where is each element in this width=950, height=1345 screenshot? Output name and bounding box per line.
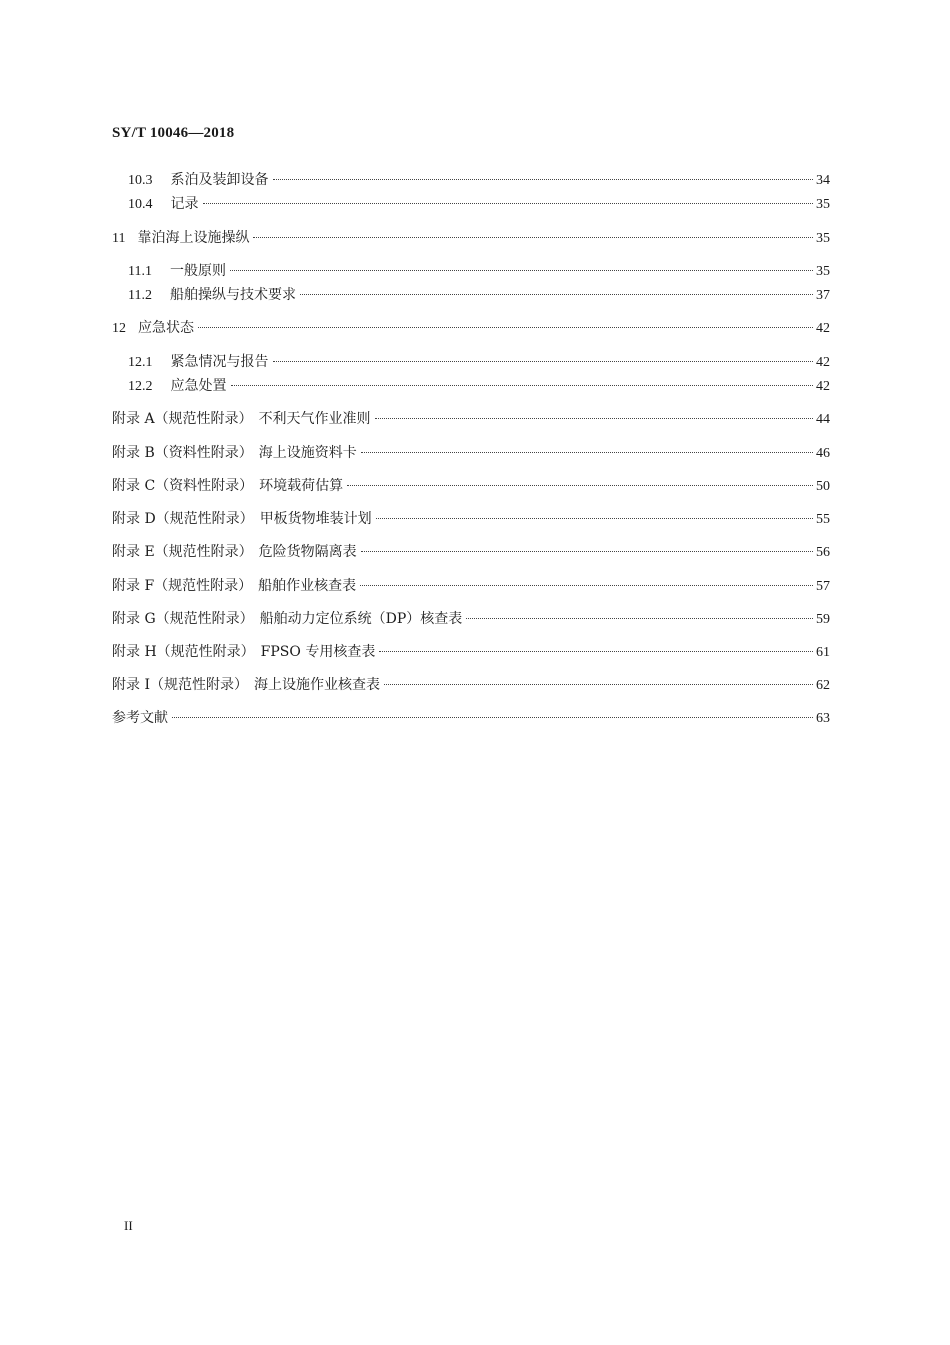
toc-entry-title: 记录 <box>170 196 199 212</box>
toc-entry-title: 应急状态 <box>138 320 194 336</box>
toc-entry-page: 42 <box>816 355 830 370</box>
toc-entry-page: 57 <box>816 579 830 594</box>
toc-entry-number: 附录 E（规范性附录） <box>112 544 253 560</box>
toc-entry-number: 附录 H（规范性附录） <box>112 644 255 660</box>
toc-entry-title: 系泊及装卸设备 <box>170 172 269 188</box>
dot-leader <box>361 551 813 552</box>
toc-appendix-entry[interactable] <box>112 444 830 463</box>
toc-entry-page: 35 <box>816 264 830 279</box>
toc-entry-page: 55 <box>816 512 830 527</box>
toc-entry-title: 不利天气作业准则 <box>258 411 371 427</box>
toc-entry-title: 船舶作业核查表 <box>258 578 357 594</box>
toc-entry-title: 参考文献 <box>112 710 168 726</box>
toc-entry-title: 环境载荷估算 <box>259 478 344 494</box>
dot-leader <box>203 203 814 204</box>
toc-entry-title: FPSO 专用核查表 <box>260 644 376 660</box>
toc-appendix-entry[interactable] <box>112 610 830 629</box>
toc-entry-title: 海上设施资料卡 <box>258 445 357 461</box>
toc-entry-number: 附录 A（规范性附录） <box>112 411 253 427</box>
toc-entry-number: 12.1 <box>128 355 153 370</box>
toc-entry-number: 附录 F（规范性附录） <box>112 578 253 594</box>
dot-leader <box>375 418 813 419</box>
toc-entry-page: 56 <box>816 545 830 560</box>
toc-entry-title: 危险货物隔离表 <box>258 544 357 560</box>
toc-entry[interactable] <box>128 262 830 281</box>
dot-leader <box>379 651 813 652</box>
toc-appendix-entry[interactable] <box>112 477 830 496</box>
toc-entry[interactable] <box>128 286 830 305</box>
dot-leader <box>231 385 814 386</box>
toc-entry-number: 11.2 <box>128 288 152 303</box>
toc-entry[interactable] <box>112 229 830 248</box>
toc-entry-page: 37 <box>816 288 830 303</box>
toc-appendix-entry[interactable] <box>112 510 830 529</box>
toc-entry-title: 一般原则 <box>169 263 226 279</box>
dot-leader <box>300 294 813 295</box>
toc-entry[interactable] <box>128 377 830 396</box>
toc-entry-title: 船舶动力定位系统（DP）核查表 <box>259 611 463 627</box>
dot-leader <box>360 585 813 586</box>
toc-entry-page: 62 <box>816 678 830 693</box>
toc-entry[interactable] <box>128 171 830 190</box>
dot-leader <box>384 684 813 685</box>
dot-leader <box>361 452 813 453</box>
toc-entry-title: 船舶操纵与技术要求 <box>169 287 296 303</box>
document-number: SY/T 10046—2018 <box>112 125 235 141</box>
dot-leader <box>347 485 813 486</box>
toc-entry-page: 34 <box>816 173 830 188</box>
toc-entry-title: 靠泊海上设施操纵 <box>137 230 250 246</box>
toc-entry-title: 应急处置 <box>170 378 227 394</box>
toc-entry-number: 附录 C（资料性附录） <box>112 478 254 494</box>
toc-entry-page: 46 <box>816 446 830 461</box>
dot-leader <box>172 717 813 718</box>
toc-entry-page: 35 <box>816 197 830 212</box>
toc-entry-number: 12 <box>112 321 126 336</box>
toc-entry-page: 59 <box>816 612 830 627</box>
dot-leader <box>253 237 813 238</box>
toc-entry-page: 61 <box>816 645 830 660</box>
toc-appendix-entry[interactable] <box>112 543 830 562</box>
toc-entry[interactable] <box>128 195 830 214</box>
toc-entry-number: 附录 G（规范性附录） <box>112 611 254 627</box>
toc-entry-number: 附录 B（资料性附录） <box>112 445 253 461</box>
dot-leader <box>230 270 813 271</box>
toc-entry-number: 附录 I（规范性附录） <box>112 677 248 693</box>
toc-references-entry[interactable] <box>112 709 830 728</box>
page-number: II <box>124 1218 133 1233</box>
toc-entry-number: 11.1 <box>128 264 152 279</box>
dot-leader <box>466 618 813 619</box>
toc-entry-title: 甲板货物堆装计划 <box>259 511 372 527</box>
toc-appendix-entry[interactable] <box>112 643 830 662</box>
toc-entry[interactable] <box>128 353 830 372</box>
toc-entry-number: 12.2 <box>128 379 153 394</box>
toc-entry[interactable] <box>112 319 830 338</box>
dot-leader <box>198 327 813 328</box>
toc-entry-number: 11 <box>112 231 126 246</box>
toc-entry-page: 42 <box>816 379 830 394</box>
toc-entry-page: 42 <box>816 321 830 336</box>
toc-appendix-entry[interactable] <box>112 676 830 695</box>
dot-leader <box>273 179 814 180</box>
toc-entry-page: 44 <box>816 412 830 427</box>
toc-appendix-entry[interactable] <box>112 410 830 429</box>
dot-leader <box>273 361 814 362</box>
toc-entry-title: 海上设施作业核查表 <box>253 677 380 693</box>
toc-entry-page: 50 <box>816 479 830 494</box>
toc-entry-number: 附录 D（规范性附录） <box>112 511 254 527</box>
toc-entry-number: 10.3 <box>128 173 153 188</box>
toc-entry-title: 紧急情况与报告 <box>170 354 269 370</box>
toc-entry-page: 35 <box>816 231 830 246</box>
dot-leader <box>376 518 813 519</box>
toc-appendix-entry[interactable] <box>112 577 830 596</box>
toc-entry-page: 63 <box>816 711 830 726</box>
toc-entry-number: 10.4 <box>128 197 153 212</box>
